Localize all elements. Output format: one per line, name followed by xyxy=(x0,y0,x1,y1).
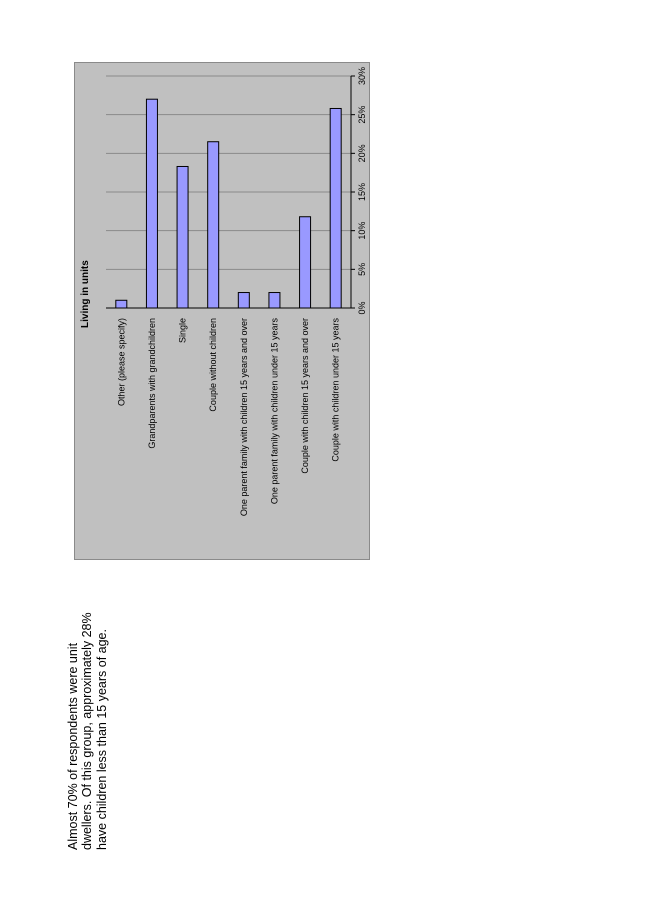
bar xyxy=(208,142,219,308)
caption-text xyxy=(66,590,126,850)
category-label-layer xyxy=(116,318,340,517)
category-label: Couple without children xyxy=(208,318,219,412)
bar xyxy=(238,293,249,308)
y-tick-label: 30% xyxy=(357,66,367,86)
y-tick-label-layer xyxy=(357,67,367,315)
category-label: One parent family with children under 15 years xyxy=(269,318,280,505)
bar xyxy=(116,300,127,308)
bar xyxy=(300,217,311,308)
category-label: Couple with children under 15 years xyxy=(330,318,341,462)
bar xyxy=(177,166,188,308)
y-tick-label: 15% xyxy=(357,182,367,202)
category-label: Other (please specify) xyxy=(116,318,127,407)
chart-frame xyxy=(74,62,370,560)
category-label: Couple with children 15 years and over xyxy=(300,318,311,474)
y-tick-label: 0% xyxy=(357,301,367,315)
category-label: Grandparents with grandchildren xyxy=(146,318,157,449)
y-tick-label: 25% xyxy=(357,105,367,124)
bar xyxy=(146,99,157,308)
category-label: Single xyxy=(177,318,188,344)
bar xyxy=(330,108,341,308)
bar xyxy=(269,293,280,308)
y-tick-label: 20% xyxy=(357,144,367,163)
chart-title: Living in units xyxy=(80,260,91,328)
bar-chart xyxy=(75,63,371,561)
y-tick-label: 5% xyxy=(357,262,367,276)
category-label: One parent family with children 15 years and over xyxy=(238,318,249,517)
caption-line-2: dwellers. Of this group, approximately 28% xyxy=(80,612,95,850)
y-tick-label: 10% xyxy=(357,221,367,240)
grid-layer xyxy=(106,76,355,308)
caption-line-3: have children less than 15 years of age. xyxy=(94,629,109,850)
caption-line-1: Almost 70% of respondents were unit xyxy=(66,642,80,850)
